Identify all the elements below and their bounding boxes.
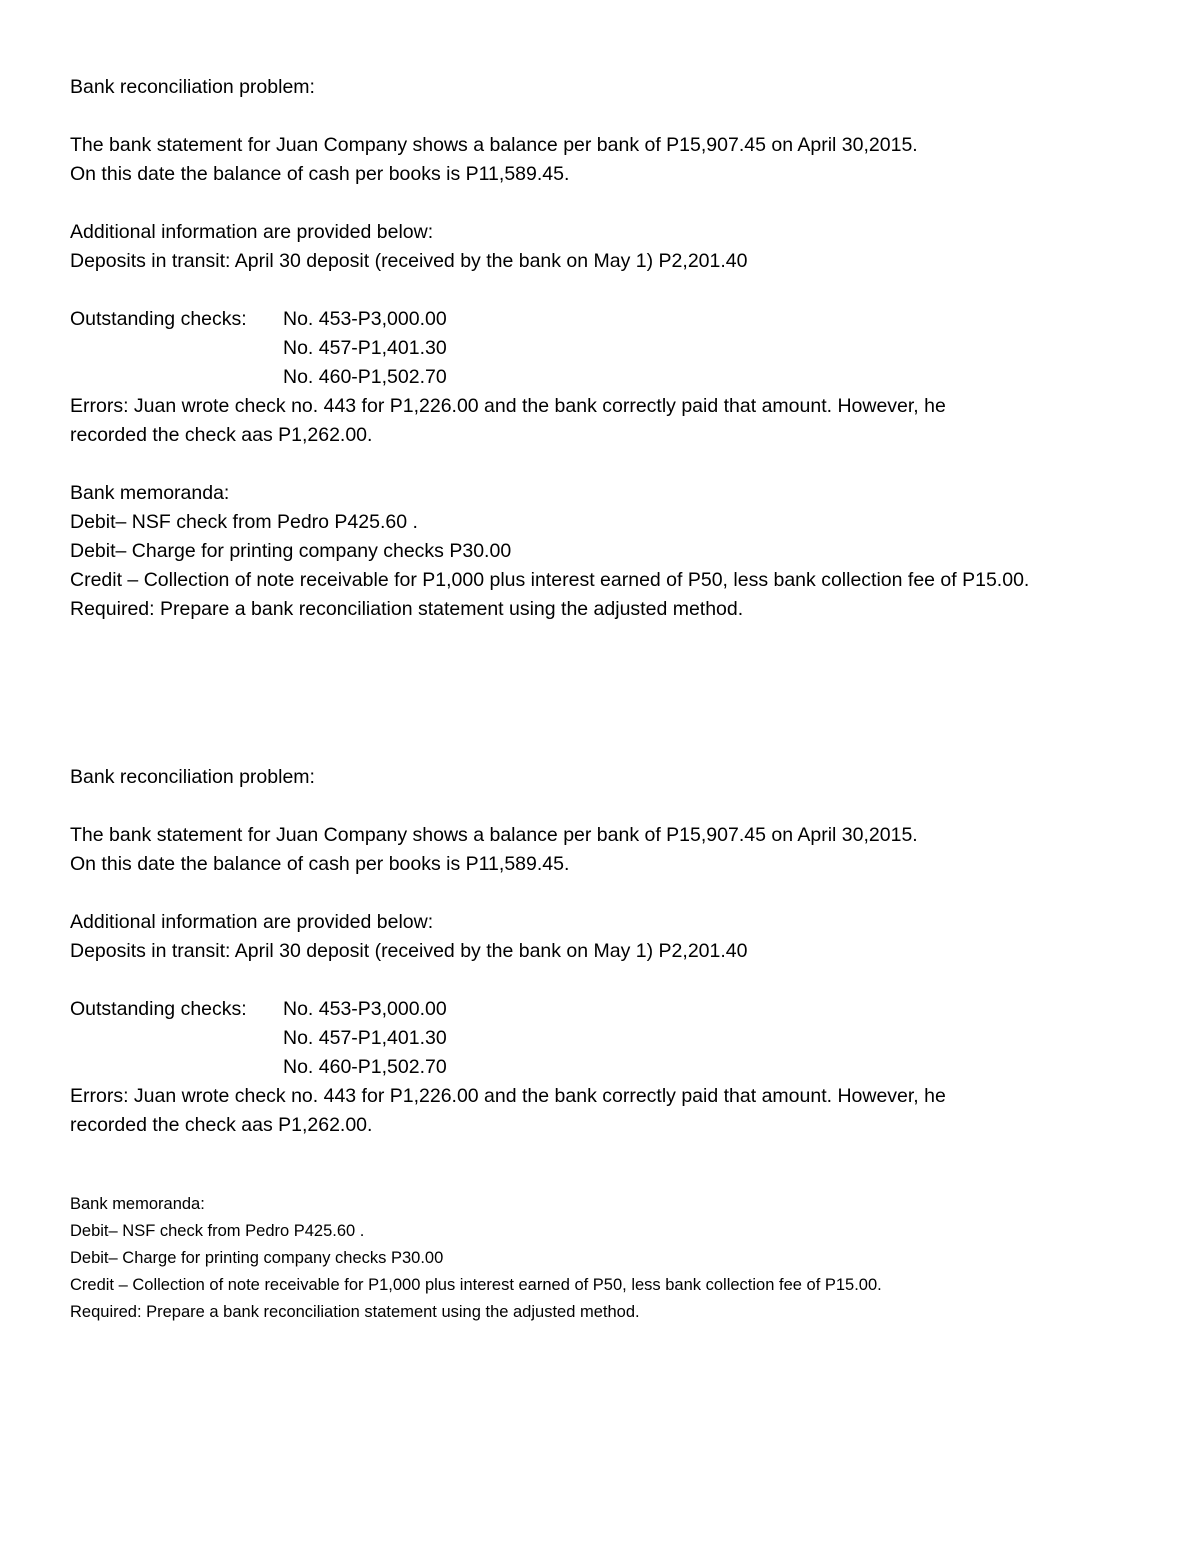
memo-heading: Bank memoranda: [70,1195,205,1213]
statement-line-1: The bank statement for Juan Company shows a balance per bank of P15,907.45 on April 30,2015. [70,134,918,156]
outstanding-checks-label: Outstanding checks: [70,998,247,1020]
deposits-in-transit: Deposits in transit: April 30 deposit (received by the bank on May 1) P2,201.40 [70,250,748,272]
errors-line-1: Errors: Juan wrote check no. 443 for P1,226.00 and the bank correctly paid that amount. However, he [70,395,946,417]
check-item: No. 457-P1,401.30 [283,337,447,359]
outstanding-checks [70,995,1170,1078]
statement-line-2: On this date the balance of cash per books is P11,589.45. [70,163,570,185]
problem-section-1 [70,73,1170,624]
memo-item: Credit – Collection of note receivable for P1,000 plus interest earned of P50, less bank collection fee of P15.00. [70,1276,882,1294]
memo-item: Debit– NSF check from Pedro P425.60 . [70,511,418,533]
memo-section-2 [70,1191,1170,1326]
outstanding-checks-label: Outstanding checks: [70,308,247,330]
required-line: Required: Prepare a bank reconciliation statement using the adjusted method. [70,598,744,620]
additional-heading: Additional information are provided below: [70,911,434,933]
problem-section-2 [70,763,1170,1140]
check-item: No. 460-P1,502.70 [283,366,447,388]
memo-item: Debit– NSF check from Pedro P425.60 . [70,1222,365,1240]
memo-item: Credit – Collection of note receivable for P1,000 plus interest earned of P50, less bank collection fee of P15.00. [70,569,1030,591]
outstanding-checks-list [283,995,447,1078]
outstanding-checks-list [283,305,447,388]
required-line: Required: Prepare a bank reconciliation statement using the adjusted method. [70,1303,640,1321]
additional-heading: Additional information are provided below: [70,221,434,243]
check-item: No. 453-P3,000.00 [283,998,447,1020]
memo-item: Debit– Charge for printing company checks P30.00 [70,540,512,562]
check-item: No. 453-P3,000.00 [283,308,447,330]
outstanding-checks [70,305,1170,388]
check-item: No. 460-P1,502.70 [283,1056,447,1078]
check-item: No. 457-P1,401.30 [283,1027,447,1049]
statement-line-2: On this date the balance of cash per books is P11,589.45. [70,853,570,875]
document-page [70,73,1170,1321]
problem-title: Bank reconciliation problem: [70,76,315,98]
problem-title: Bank reconciliation problem: [70,766,315,788]
errors-line-1: Errors: Juan wrote check no. 443 for P1,226.00 and the bank correctly paid that amount. However, he [70,1085,946,1107]
memo-heading: Bank memoranda: [70,482,230,504]
deposits-in-transit: Deposits in transit: April 30 deposit (received by the bank on May 1) P2,201.40 [70,940,748,962]
statement-line-1: The bank statement for Juan Company shows a balance per bank of P15,907.45 on April 30,2015. [70,824,918,846]
memo-item: Debit– Charge for printing company checks P30.00 [70,1249,444,1267]
errors-line-2: recorded the check aas P1,262.00. [70,424,373,446]
errors-line-2: recorded the check aas P1,262.00. [70,1114,373,1136]
